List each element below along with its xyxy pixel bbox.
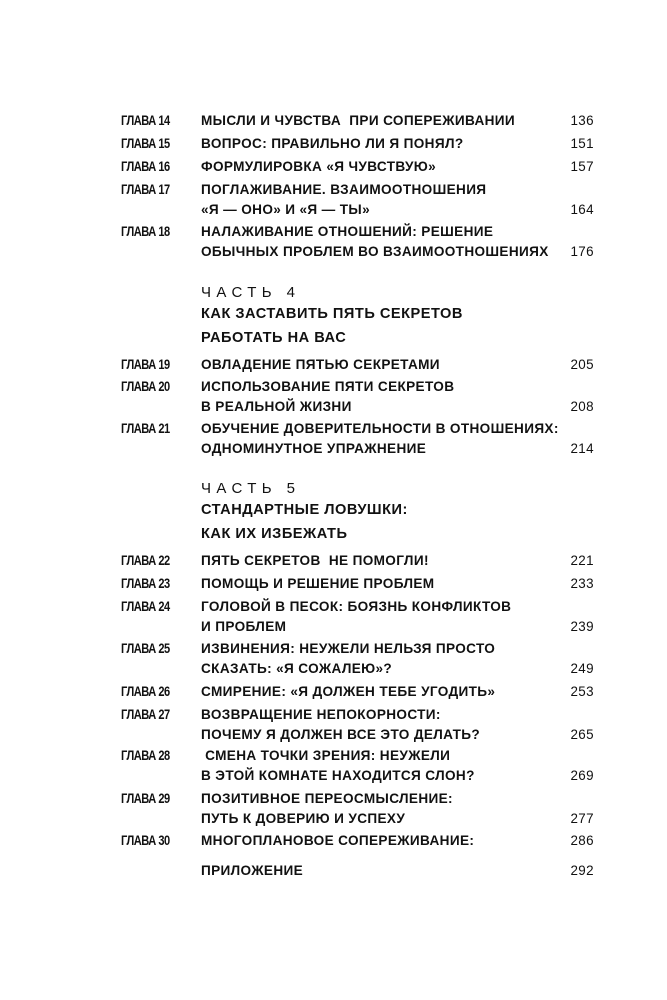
chapter-title: НАЛАЖИВАНИЕ ОТНОШЕНИЙ: РЕШЕНИЕ ОБЫЧНЫХ ПРОБЛЕМ ВО ВЗАИМООТНОШЕНИЯХ: [201, 224, 549, 259]
chapter-title: ПОЗИТИВНОЕ ПЕРЕОСМЫСЛЕНИЕ: ПУТЬ К ДОВЕРИЮ И УСПЕХУ: [201, 791, 453, 826]
page-number: 269: [570, 768, 594, 783]
chapter-title: МНОГОПЛАНОВОЕ СОПЕРЕЖИВАНИЕ:: [201, 833, 475, 848]
appendix-title: ПРИЛОЖЕНИЕ: [201, 863, 304, 878]
chapter-title: ИЗВИНЕНИЯ: НЕУЖЕЛИ НЕЛЬЗЯ ПРОСТО СКАЗАТЬ: «Я СОЖАЛЕЮ»?: [201, 641, 496, 676]
page-number: 286: [570, 833, 594, 848]
chapter-title: ПОМОЩЬ И РЕШЕНИЕ ПРОБЛЕМ: [201, 576, 435, 591]
page-number: 292: [570, 863, 594, 878]
page-number: 151: [570, 136, 594, 151]
part-4-heading: ЧАСТЬ 4: [201, 284, 301, 301]
chapter-label: ГЛАВА 17: [121, 182, 170, 197]
chapter-label: ГЛАВА 23: [121, 576, 170, 591]
chapter-label: ГЛАВА 25: [121, 641, 170, 656]
page-number: 277: [570, 811, 594, 826]
page-number: 214: [570, 441, 594, 456]
chapter-label: ГЛАВА 24: [121, 599, 170, 614]
chapter-title: СМИРЕНИЕ: «Я ДОЛЖЕН ТЕБЕ УГОДИТЬ»: [201, 684, 496, 699]
chapter-label: ГЛАВА 22: [121, 553, 170, 568]
page-number: 265: [570, 727, 594, 742]
chapter-label: ГЛАВА 20: [121, 379, 170, 394]
page-number: 208: [570, 399, 594, 414]
chapter-label: ГЛАВА 15: [121, 136, 170, 151]
chapter-title: МЫСЛИ И ЧУВСТВА ПРИ СОПЕРЕЖИВАНИИ: [201, 113, 516, 128]
chapter-label: ГЛАВА 28: [121, 748, 170, 763]
chapter-title: ОБУЧЕНИЕ ДОВЕРИТЕЛЬНОСТИ В ОТНОШЕНИЯХ: ОДНОМИНУТНОЕ УПРАЖНЕНИЕ: [201, 421, 559, 456]
part-5-title: СТАНДАРТНЫЕ ЛОВУШКИ: КАК ИХ ИЗБЕЖАТЬ: [201, 502, 408, 542]
page-number: 221: [570, 553, 594, 568]
chapter-label: ГЛАВА 29: [121, 791, 170, 806]
page-number: 136: [570, 113, 594, 128]
chapter-label: ГЛАВА 30: [121, 833, 170, 848]
chapter-title: ФОРМУЛИРОВКА «Я ЧУВСТВУЮ»: [201, 159, 437, 174]
chapter-label: ГЛАВА 27: [121, 707, 170, 722]
chapter-title: ПОГЛАЖИВАНИЕ. ВЗАИМООТНОШЕНИЯ «Я — ОНО» И «Я — ТЫ»: [201, 182, 487, 217]
chapter-label: ГЛАВА 19: [121, 357, 170, 372]
chapter-label: ГЛАВА 18: [121, 224, 170, 239]
page-number: 205: [570, 357, 594, 372]
page-number: 157: [570, 159, 594, 174]
chapter-title: СМЕНА ТОЧКИ ЗРЕНИЯ: НЕУЖЕЛИ В ЭТОЙ КОМНАТЕ НАХОДИТСЯ СЛОН?: [201, 748, 475, 783]
page-number: 253: [570, 684, 594, 699]
chapter-label: ГЛАВА 21: [121, 421, 170, 436]
part-4-title: КАК ЗАСТАВИТЬ ПЯТЬ СЕКРЕТОВ РАБОТАТЬ НА ВАС: [201, 306, 463, 346]
chapter-title: ИСПОЛЬЗОВАНИЕ ПЯТИ СЕКРЕТОВ В РЕАЛЬНОЙ ЖИЗНИ: [201, 379, 455, 414]
chapter-title: ВОЗВРАЩЕНИЕ НЕПОКОРНОСТИ: ПОЧЕМУ Я ДОЛЖЕН ВСЕ ЭТО ДЕЛАТЬ?: [201, 707, 481, 742]
chapter-title: ОВЛАДЕНИЕ ПЯТЬЮ СЕКРЕТАМИ: [201, 357, 440, 372]
chapter-title: ГОЛОВОЙ В ПЕСОК: БОЯЗНЬ КОНФЛИКТОВ И ПРОБЛЕМ: [201, 599, 512, 634]
chapter-label: ГЛАВА 16: [121, 159, 170, 174]
page-number: 176: [570, 244, 594, 259]
chapter-title: ПЯТЬ СЕКРЕТОВ НЕ ПОМОГЛИ!: [201, 553, 429, 568]
part-5-heading: ЧАСТЬ 5: [201, 480, 301, 497]
page-number: 239: [570, 619, 594, 634]
page-number: 233: [570, 576, 594, 591]
chapter-title: ВОПРОС: ПРАВИЛЬНО ЛИ Я ПОНЯЛ?: [201, 136, 464, 151]
chapter-label: ГЛАВА 14: [121, 113, 170, 128]
page-number: 164: [570, 202, 594, 217]
page-number: 249: [570, 661, 594, 676]
chapter-label: ГЛАВА 26: [121, 684, 170, 699]
